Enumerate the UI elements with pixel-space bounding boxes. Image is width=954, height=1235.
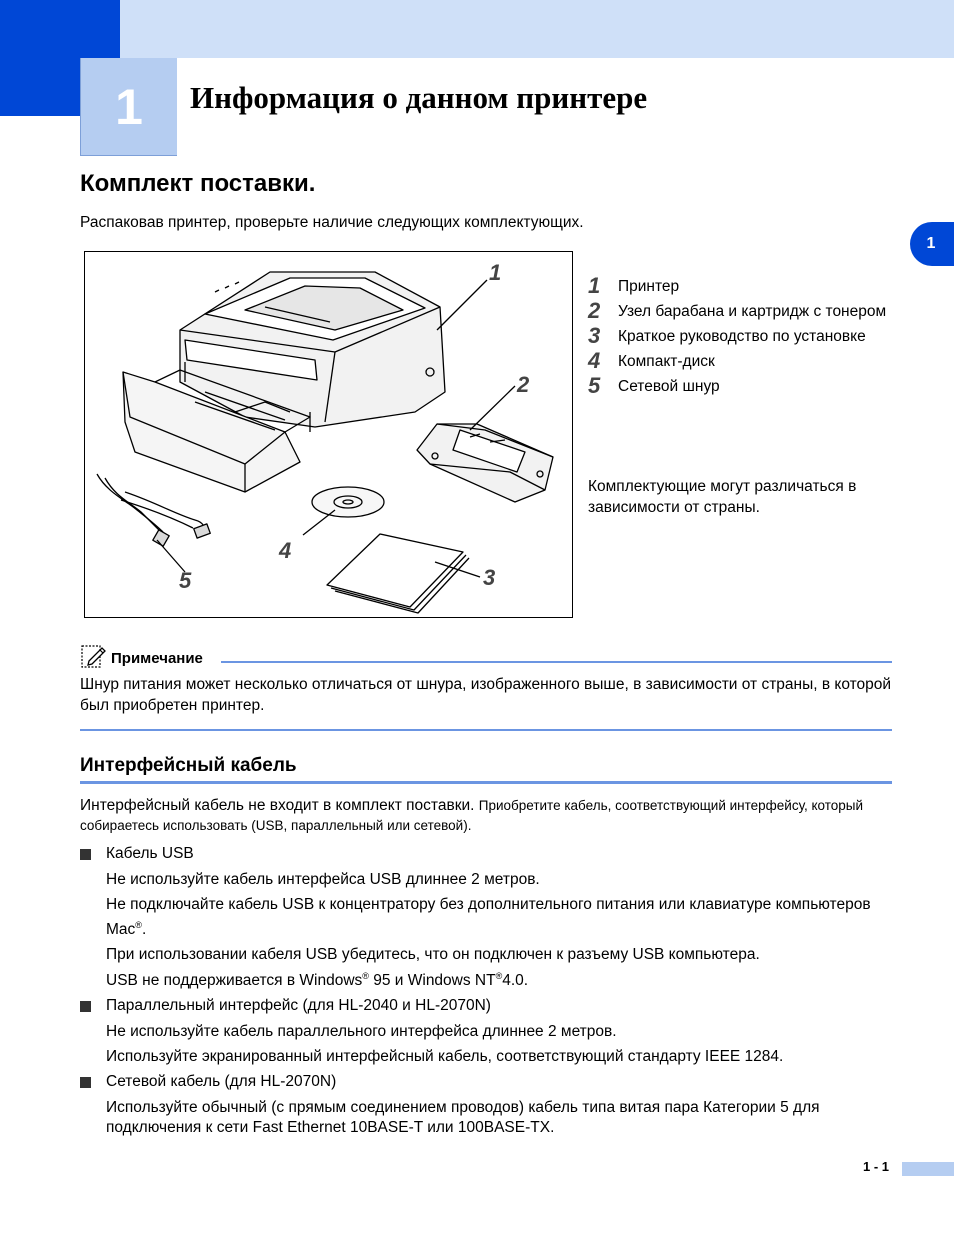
- callout-5: 5: [179, 568, 192, 593]
- note-pencil-icon: [80, 643, 106, 669]
- part-number: 4: [588, 348, 601, 373]
- registered-mark: ®: [362, 971, 369, 981]
- callout-1: 1: [489, 260, 502, 285]
- note-label: Примечание: [111, 649, 203, 667]
- square-bullet-icon: [80, 1077, 91, 1088]
- intro-main: Интерфейсный кабель не входит в комплект поставки.: [80, 797, 479, 814]
- part-label: Краткое руководство по установке: [618, 328, 866, 345]
- part-item: [588, 348, 908, 373]
- part-number: 3: [588, 323, 601, 348]
- part-label: Компакт-диск: [618, 353, 715, 370]
- list-item-label: Сетевой кабель (для HL-2070N): [106, 1073, 337, 1090]
- parts-variation-note: Комплектующие могут различаться в зависимости от страны.: [588, 478, 857, 516]
- page-number-bar: [902, 1162, 954, 1176]
- cd-drawing: [312, 487, 384, 517]
- part-item: [588, 323, 908, 348]
- part-number: 2: [588, 298, 601, 323]
- part-item: [588, 373, 908, 398]
- parallel-line-1: Не используйте кабель параллельного интерфейса длиннее 2 метров.: [106, 1023, 617, 1040]
- interface-cable-intro: [80, 796, 892, 836]
- note-text: Шнур питания может несколько отличаться от шнура, изображенного выше, в зависимости от страны, в которой был приобретен принтер.: [80, 676, 892, 714]
- callout-3: 3: [483, 565, 496, 590]
- square-bullet-icon: [80, 1001, 91, 1012]
- network-line-1: Используйте обычный (с прямым соединением проводов) кабель типа витая пара Категории 5 для подключения к сети Fast Ethernet 10BASE-T или 100BASE-TX.: [106, 1099, 820, 1136]
- manual-drawing: [327, 534, 469, 613]
- part-item: [588, 298, 908, 323]
- chapter-title: Информация о данном принтере: [190, 80, 648, 115]
- callout-4: 4: [279, 538, 292, 563]
- usb-line-4-b: 95 и Windows NT: [368, 972, 496, 989]
- part-number: 1: [588, 273, 601, 298]
- part-number: 5: [588, 373, 601, 398]
- cable-requirements-list: [80, 844, 892, 1138]
- package-contents-drawing: [85, 252, 574, 619]
- usb-line-1: Не используйте кабель интерфейса USB длиннее 2 метров.: [106, 871, 540, 888]
- interface-cable-divider: [80, 781, 892, 784]
- usb-line-4: [80, 966, 892, 991]
- note-header: [80, 643, 203, 669]
- usb-line-4-a: USB не поддерживается в Windows: [106, 972, 363, 989]
- usb-line-2-text: Не подключайте кабель USB к концентратору без дополнительного питания или клавиатуре компьютеров Mac: [106, 896, 871, 938]
- parts-list: [588, 273, 908, 402]
- note-divider-top: [221, 661, 892, 663]
- registered-mark: ®: [135, 920, 142, 930]
- part-label: Узел барабана и картридж с тонером: [618, 303, 887, 320]
- chapter-number: 1: [115, 78, 143, 135]
- list-item-label: Параллельный интерфейс (для HL-2040 и HL-2070N): [106, 997, 491, 1014]
- power-cord-drawing: [97, 474, 210, 546]
- page-number: 1 - 1: [863, 1159, 890, 1174]
- parallel-line-2: Используйте экранированный интерфейсный кабель, соответствующий стандарту IEEE 1284.: [106, 1048, 784, 1065]
- list-item-usb: [80, 844, 892, 864]
- section-title: Комплект поставки.: [80, 170, 316, 197]
- list-item-label: Кабель USB: [106, 845, 194, 862]
- part-item: [588, 273, 908, 298]
- package-contents-illustration: [84, 251, 573, 618]
- chapter-number-box: [80, 58, 177, 156]
- section-intro: Распаковав принтер, проверьте наличие следующих комплектующих.: [80, 214, 584, 231]
- drum-toner-drawing: [417, 424, 553, 502]
- chapter-side-tab: 1: [910, 222, 954, 266]
- list-item-network: [80, 1072, 892, 1092]
- registered-mark: ®: [495, 971, 503, 981]
- note-divider-bottom: [80, 729, 892, 731]
- part-label: Принтер: [618, 278, 680, 295]
- square-bullet-icon: [80, 849, 91, 860]
- intro-small: Приобретите кабель, соответствующий интерфейсу, который собираетесь использовать (USB, параллельный или сетевой).: [80, 798, 864, 833]
- printer-drawing: [180, 272, 445, 427]
- usb-line-2: [80, 895, 892, 940]
- header-band: [0, 0, 954, 58]
- part-label: Сетевой шнур: [618, 378, 720, 395]
- usb-line-3: При использовании кабеля USB убедитесь, что он подключен к разъему USB компьютера.: [106, 946, 760, 963]
- usb-line-2-end: .: [141, 921, 147, 938]
- interface-cable-title: Интерфейсный кабель: [80, 755, 297, 776]
- list-item-parallel: [80, 996, 892, 1016]
- callout-2: 2: [517, 372, 530, 397]
- usb-line-4-c: 4.0.: [502, 972, 529, 989]
